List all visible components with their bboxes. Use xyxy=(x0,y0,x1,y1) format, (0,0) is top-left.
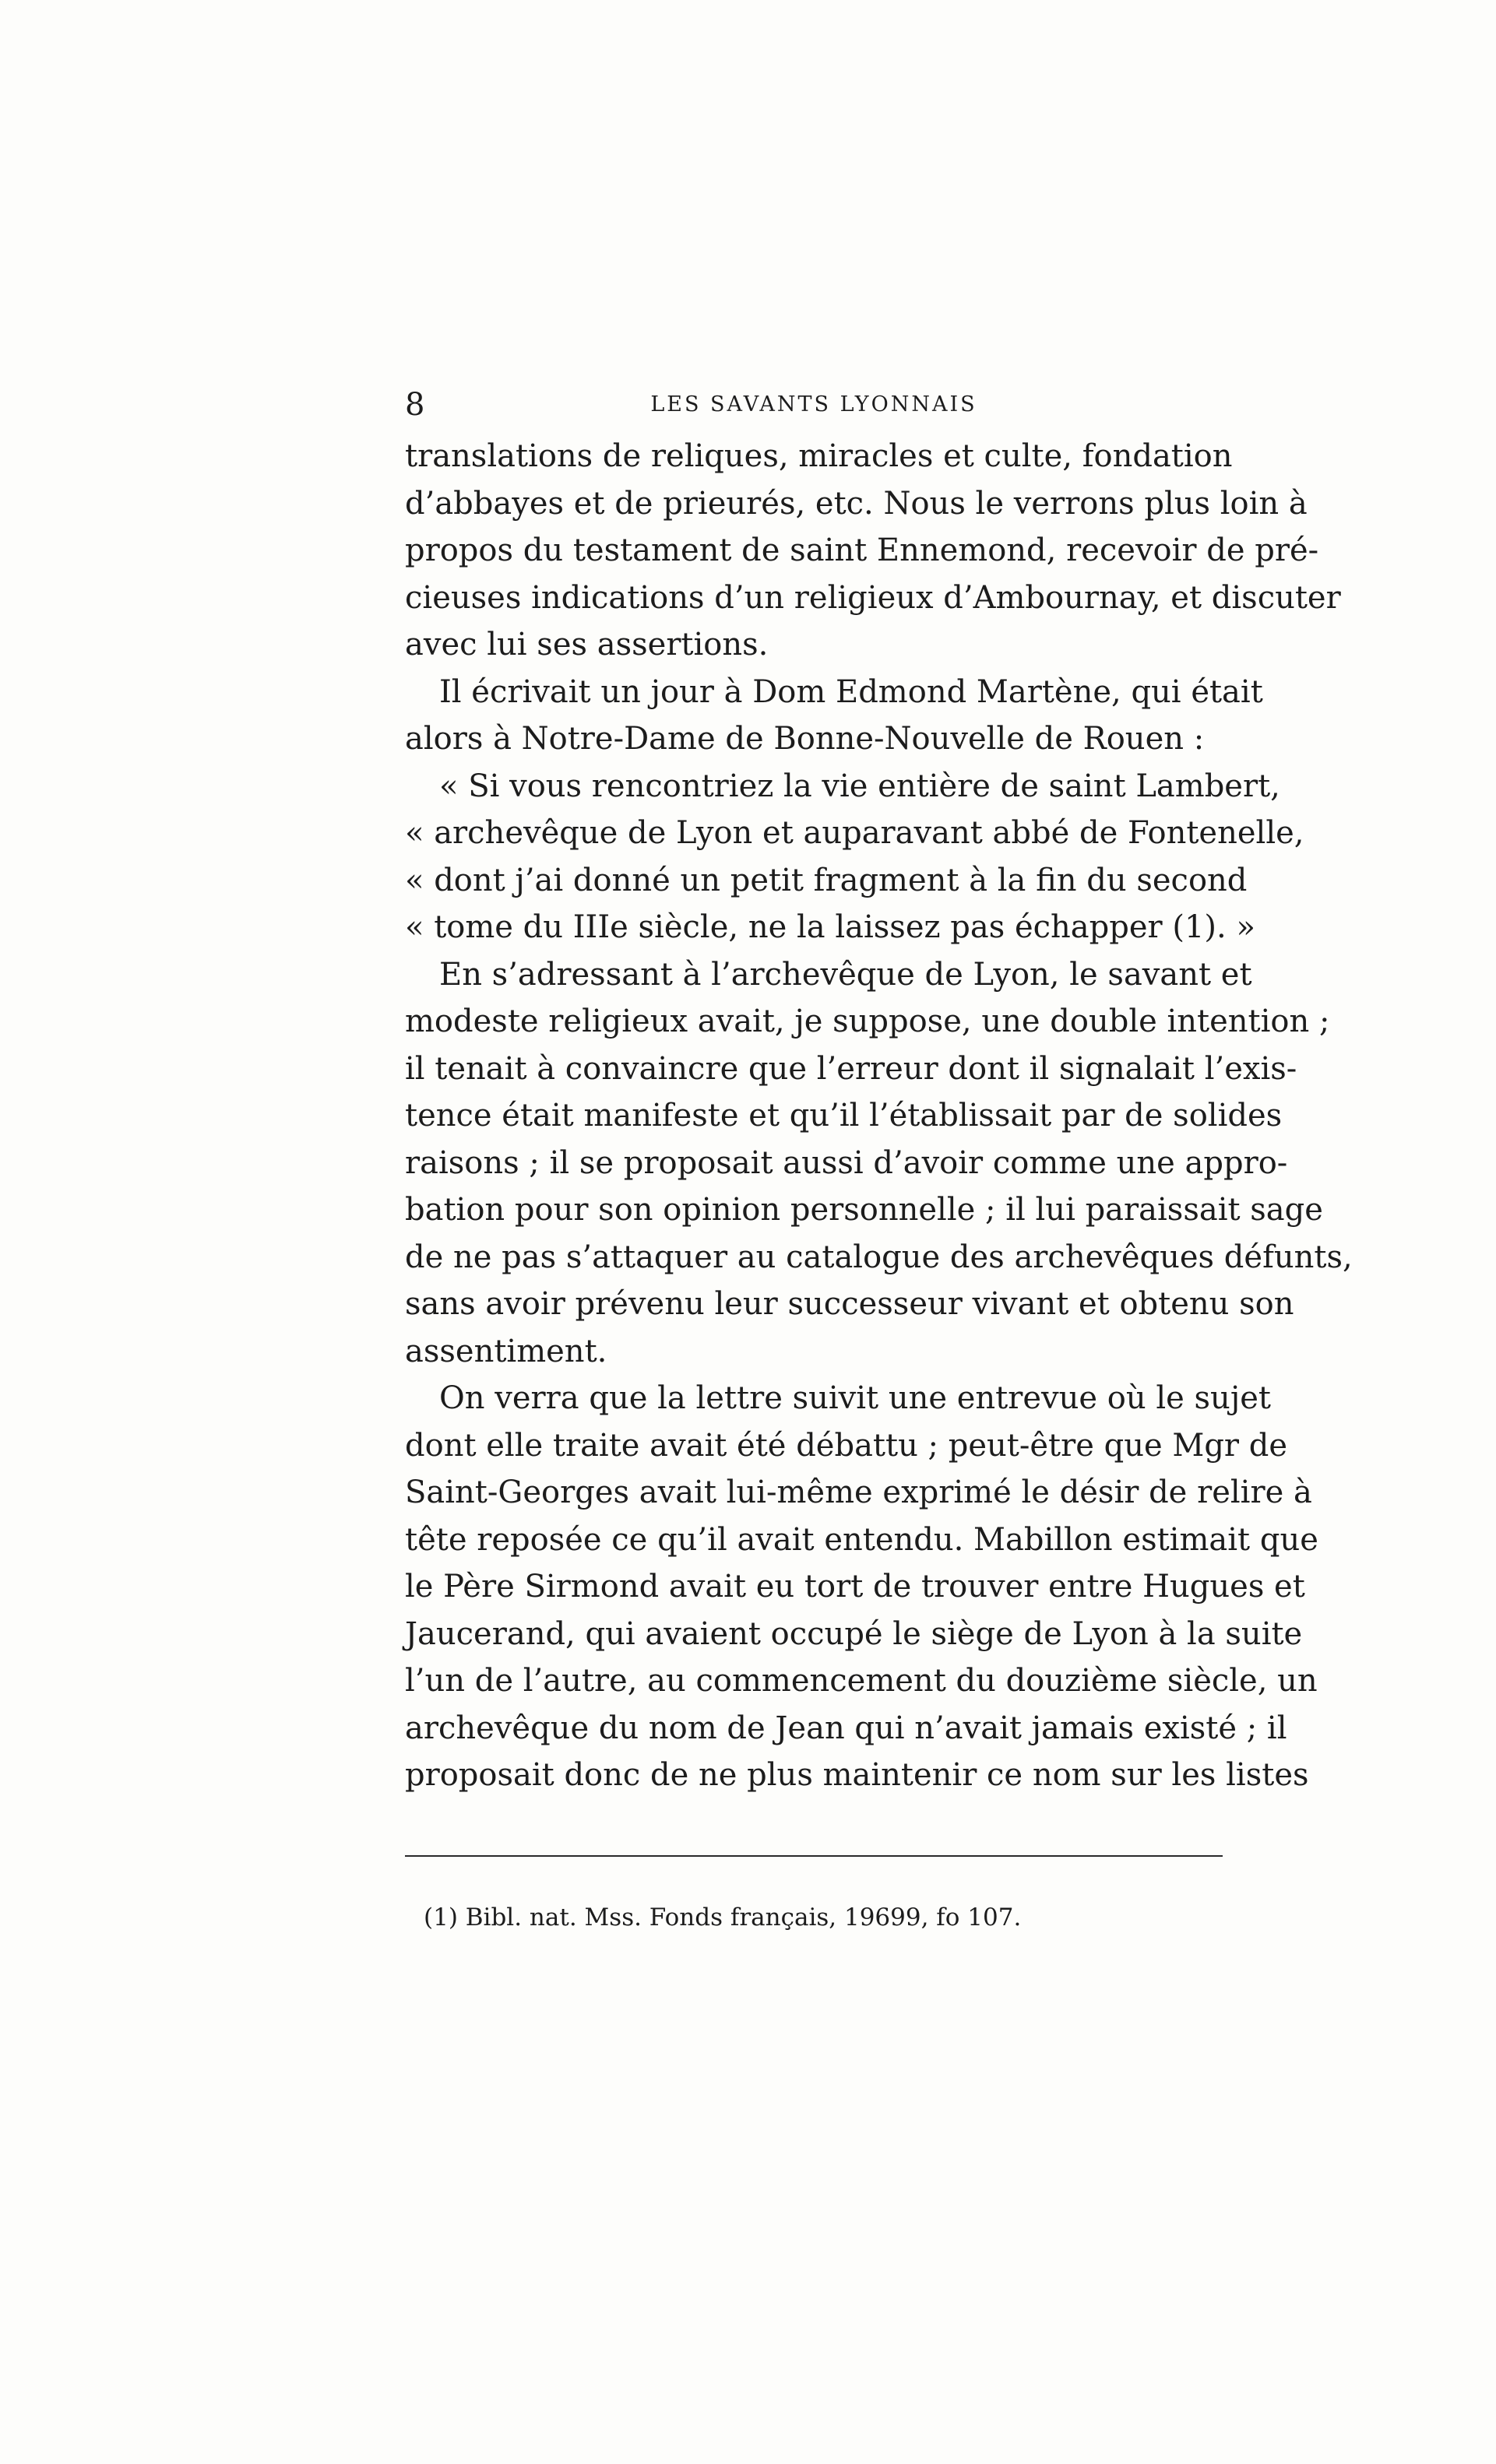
text-line: il tenait à convaincre que l’erreur dont il signalait l’exis- xyxy=(405,1050,1297,1087)
running-title: LES SAVANTS LYONNAIS xyxy=(650,392,977,417)
text-line: d’abbayes et de prieurés, etc. Nous le verrons plus loin à xyxy=(405,485,1308,522)
text-line: On verra que la lettre suivit une entrevue où le sujet xyxy=(439,1380,1271,1416)
text-line: raisons ; il se proposait aussi d’avoir comme une appro- xyxy=(405,1144,1288,1181)
text-line: sans avoir prévenu leur successeur vivant et obtenu son xyxy=(405,1286,1294,1322)
text-line: Il écrivait un jour à Dom Edmond Martène, qui était xyxy=(439,673,1263,710)
text-line: dont elle traite avait été débattu ; peut-être que Mgr de xyxy=(405,1427,1288,1464)
footnote: (1) Bibl. nat. Mss. Fonds français, 19699, fo 107. xyxy=(424,1903,1022,1931)
text-line: l’un de l’autre, au commencement du douzième siècle, un xyxy=(405,1663,1318,1699)
text-line: En s’adressant à l’archevêque de Lyon, le savant et xyxy=(439,956,1252,993)
text-line: « Si vous rencontriez la vie entière de saint Lambert, xyxy=(439,768,1280,804)
text-line: tête reposée ce qu’il avait entendu. Mabillon estimait que xyxy=(405,1521,1318,1558)
footnote-rule xyxy=(405,1855,1223,1857)
text-line: bation pour son opinion personnelle ; il lui paraissait sage xyxy=(405,1192,1323,1228)
text-line: translations de reliques, miracles et culte, fondation xyxy=(405,438,1233,474)
text-line: de ne pas s’attaquer au catalogue des archevêques défunts, xyxy=(405,1239,1353,1275)
text-line: cieuses indications d’un religieux d’Ambournay, et discuter xyxy=(405,579,1341,616)
text-line: archevêque du nom de Jean qui n’avait jamais existé ; il xyxy=(405,1710,1287,1746)
text-line: « archevêque de Lyon et auparavant abbé de Fontenelle, xyxy=(405,815,1304,851)
page-number: 8 xyxy=(405,387,425,423)
text-line: le Père Sirmond avait eu tort de trouver entre Hugues et xyxy=(405,1569,1305,1605)
text-line: alors à Notre-Dame de Bonne-Nouvelle de Rouen : xyxy=(405,721,1205,757)
text-line: Saint-Georges avait lui-même exprimé le désir de relire à xyxy=(405,1475,1312,1510)
running-head xyxy=(405,381,1223,428)
book-page xyxy=(405,381,1353,1933)
text-line: avec lui ses assertions. xyxy=(405,627,769,663)
text-line: assentiment. xyxy=(405,1333,607,1369)
text-line: Jaucerand, qui avaient occupé le siège de Lyon à la suite xyxy=(405,1615,1303,1652)
body-text xyxy=(405,433,1353,1799)
text-line: modeste religieux avait, je suppose, une double intention ; xyxy=(405,1004,1330,1039)
text-line: proposait donc de ne plus maintenir ce nom sur les listes xyxy=(405,1757,1309,1793)
text-line: propos du testament de saint Ennemond, recevoir de pré- xyxy=(405,533,1319,568)
text-line: « tome du IIIe siècle, ne la laissez pas échapper (1). » xyxy=(405,909,1255,945)
text-line: tence était manifeste et qu’il l’établissait par de solides xyxy=(405,1098,1283,1134)
text-line: « dont j’ai donné un petit fragment à la fin du second xyxy=(405,862,1248,898)
